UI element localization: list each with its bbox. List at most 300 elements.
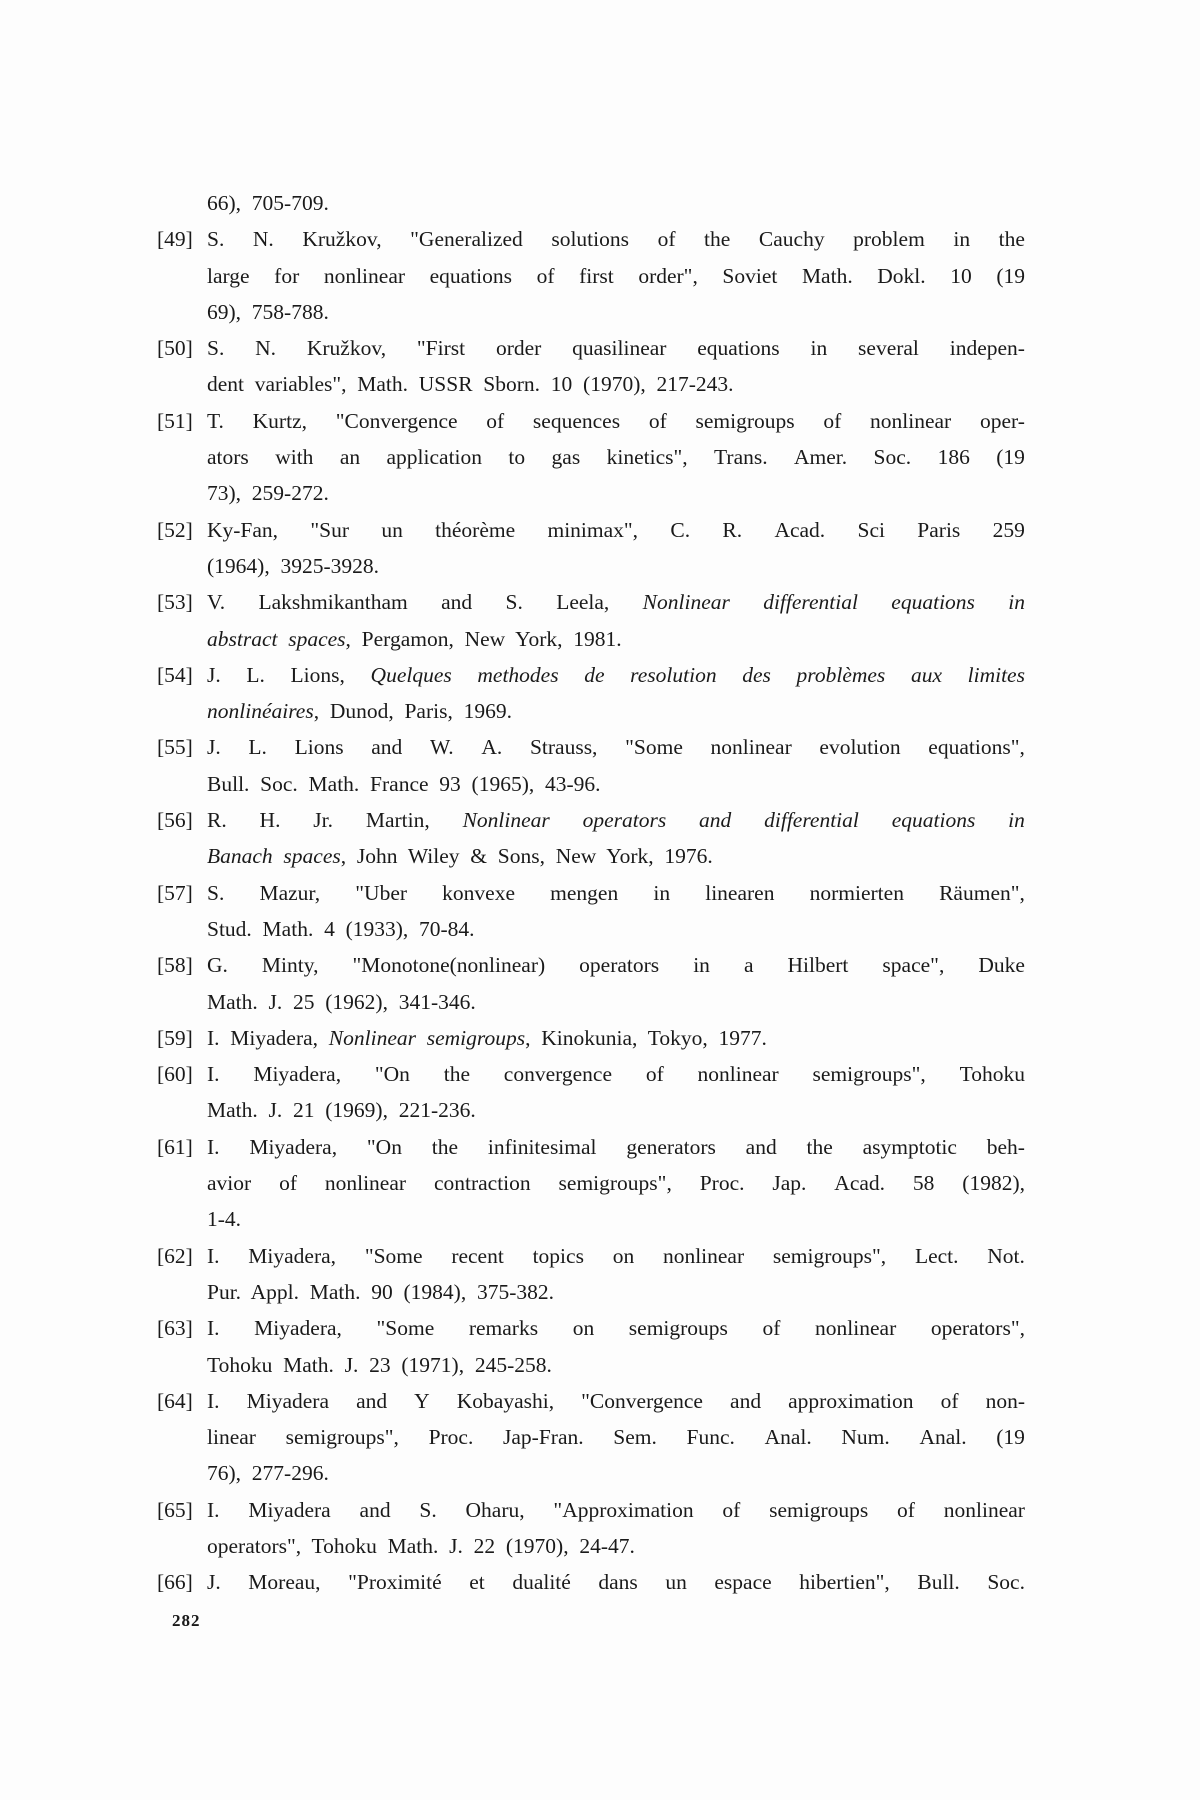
reference-word: Leela, [556, 590, 610, 615]
italic-title-word: in [1008, 590, 1025, 615]
reference-word: Minty, [261, 953, 319, 978]
reference-line [207, 911, 1025, 947]
italic-title: nonlinéaires [207, 699, 314, 724]
reference-word: Moreau, [248, 1570, 321, 1595]
reference-text: I. Miyadera, [207, 1025, 329, 1050]
reference-entry [157, 1492, 1025, 1565]
reference-word: on [572, 1316, 595, 1341]
reference-word: semigroups", [772, 1243, 887, 1268]
reference-line [207, 439, 1025, 475]
reference-line [207, 584, 1025, 620]
reference-word: linear [207, 1425, 256, 1450]
reference-word: Mazur, [259, 880, 321, 905]
reference-line [207, 984, 1025, 1020]
reference-number: [62] [157, 1243, 193, 1268]
reference-word: nonlinear [710, 735, 792, 760]
reference-word: in [810, 336, 828, 361]
reference-word: V. [207, 590, 226, 615]
reference-line [207, 1020, 1025, 1056]
reference-line [207, 1056, 1025, 1092]
reference-number: [56] [157, 808, 193, 833]
reference-word: N. [255, 336, 277, 361]
reference-text: dent variables", Math. USSR Sborn. 10 (1970), 217-243. [207, 372, 734, 397]
reference-entry [157, 584, 1025, 657]
reference-text: , Pergamon, New York, 1981. [345, 626, 622, 651]
reference-line [207, 693, 1025, 729]
italic-title-word: and [699, 808, 732, 833]
reference-word: Lions [294, 735, 344, 760]
reference-text: Tohoku Math. J. 23 (1971), 245-258. [207, 1352, 552, 1377]
reference-text: , John Wiley & Sons, New York, 1976. [340, 844, 713, 869]
reference-word: espace [714, 1570, 772, 1595]
reference-word: several [858, 336, 919, 361]
reference-line [207, 221, 1025, 257]
reference-word: the [443, 1062, 470, 1087]
reference-word: semigroups [769, 1497, 869, 1522]
reference-word: generators [626, 1134, 716, 1159]
reference-line [207, 1455, 1025, 1491]
reference-word: Amer. [794, 445, 848, 470]
reference-number: [60] [157, 1062, 193, 1087]
reference-word: Cauchy [758, 227, 825, 252]
italic-title-word: equations [891, 590, 975, 615]
reference-word: Sem. [613, 1425, 657, 1450]
reference-word: et [469, 1570, 485, 1595]
reference-word: Bull. [917, 1570, 960, 1595]
reference-word: Miyadera, [248, 1243, 337, 1268]
reference-word: Jr. [313, 808, 333, 833]
page-number: 282 [172, 1611, 201, 1630]
reference-line [207, 1165, 1025, 1201]
reference-word: and [730, 1388, 762, 1413]
reference-entry [157, 802, 1025, 875]
reference-word: Strauss, [529, 735, 598, 760]
reference-word: Func. [686, 1425, 735, 1450]
reference-word: equations [697, 336, 780, 361]
reference-word: dualité [512, 1570, 571, 1595]
reference-word: I. [207, 1243, 220, 1268]
italic-title-word: Nonlinear [642, 590, 730, 615]
reference-word: sequences [532, 408, 621, 433]
reference-word: nonlinear [324, 1171, 407, 1196]
reference-line [207, 657, 1025, 693]
reference-word: Lions, [290, 662, 345, 687]
reference-word: nonlinear [815, 1316, 897, 1341]
italic-title-word: Quelques [370, 662, 452, 687]
reference-word: Räumen", [939, 880, 1025, 905]
reference-word: "Uber [355, 880, 408, 905]
reference-line [207, 475, 1025, 511]
reference-word: Anal. [919, 1425, 967, 1450]
reference-word: (19 [996, 263, 1025, 288]
reference-word: L. [248, 735, 267, 760]
reference-word: solutions [551, 227, 629, 252]
reference-word: of [762, 1316, 781, 1341]
reference-word: indepen- [949, 336, 1025, 361]
reference-text: (1964), 3925-3928. [207, 553, 379, 578]
reference-entry [157, 1129, 1025, 1238]
reference-word: of [279, 1171, 297, 1196]
reference-word: "On [374, 1062, 410, 1087]
reference-number: [49] [157, 227, 193, 252]
reference-text: operators", Tohoku Math. J. 22 (1970), 24-47. [207, 1533, 635, 1558]
reference-number: [52] [157, 517, 193, 542]
italic-title-word: des [742, 662, 771, 687]
reference-word: Math. [801, 263, 853, 288]
reference-word: and [371, 735, 403, 760]
reference-word: Anal. [764, 1425, 812, 1450]
reference-word: un [381, 517, 403, 542]
italic-title-word: in [1008, 808, 1025, 833]
reference-number: [54] [157, 662, 193, 687]
reference-text: Pur. Appl. Math. 90 (1984), 375-382. [207, 1279, 554, 1304]
reference-word: Miyadera, [249, 1134, 338, 1159]
italic-title-word: aux [910, 662, 942, 687]
reference-word: with [275, 445, 314, 470]
reference-word: Kurtz, [252, 408, 307, 433]
reference-text: , Kinokunia, Tokyo, 1977. [525, 1025, 767, 1050]
italic-title: Banach spaces [207, 844, 341, 869]
reference-word: and [745, 1134, 777, 1159]
reference-word: for [274, 263, 300, 288]
reference-word: order", [638, 263, 698, 288]
reference-word: recent [451, 1243, 504, 1268]
reference-entry [157, 729, 1025, 802]
reference-word: Not. [987, 1243, 1025, 1268]
reference-word: Hilbert [787, 953, 849, 978]
reference-line [207, 766, 1025, 802]
reference-word: S. [419, 1497, 437, 1522]
reference-word: and [356, 1388, 388, 1413]
reference-word: convergence [503, 1062, 613, 1087]
reference-continuation [157, 185, 1025, 221]
reference-text: 69), 758-788. [207, 299, 329, 324]
reference-text: 76), 277-296. [207, 1461, 329, 1486]
reference-word: Soc. [873, 445, 912, 470]
reference-word: remarks [468, 1316, 539, 1341]
reference-entry [157, 1020, 1025, 1056]
reference-word: J. [207, 735, 221, 760]
reference-text: 1-4. [207, 1207, 242, 1232]
reference-word: I. [207, 1062, 220, 1087]
reference-word: gas [551, 445, 581, 470]
reference-entry [157, 875, 1025, 948]
reference-word: contraction [433, 1171, 531, 1196]
reference-word: I. [207, 1388, 220, 1413]
reference-word: Kružkov, [306, 336, 387, 361]
italic-title-word: methodes [477, 662, 559, 687]
reference-word: G. [207, 953, 228, 978]
reference-word: T. [207, 408, 224, 433]
reference-number: [57] [157, 880, 193, 905]
reference-number: [64] [157, 1388, 193, 1413]
reference-word: ators [207, 445, 249, 470]
reference-word: R. [722, 517, 743, 542]
reference-word: I. [207, 1316, 220, 1341]
reference-line [207, 1274, 1025, 1310]
reference-word: I. [207, 1134, 220, 1159]
reference-word: "Convergence [335, 408, 458, 433]
reference-word: nonlinear [662, 1243, 745, 1268]
reference-line [207, 729, 1025, 765]
reference-word: Oharu, [465, 1497, 525, 1522]
reference-word: semigroups", [812, 1062, 926, 1087]
reference-word: J. [207, 1570, 221, 1595]
reference-word: nonlinear [323, 263, 406, 288]
reference-word: topics [532, 1243, 584, 1268]
reference-line [207, 403, 1025, 439]
reference-line [207, 548, 1025, 584]
reference-text: 73), 259-272. [207, 481, 329, 506]
italic-title-word: de [584, 662, 605, 687]
reference-word: "Convergence [581, 1388, 703, 1413]
reference-word: S. [207, 336, 225, 361]
reference-word: application [386, 445, 483, 470]
reference-word: S. [207, 880, 225, 905]
reference-word: Trans. [714, 445, 768, 470]
reference-entry [157, 1238, 1025, 1311]
reference-line [207, 185, 1025, 221]
reference-word: oper- [979, 408, 1025, 433]
reference-word: and [441, 590, 473, 615]
reference-line [207, 802, 1025, 838]
reference-word: 58 [912, 1171, 935, 1196]
italic-title: Nonlinear semigroups [328, 1025, 526, 1050]
reference-word: operators", [930, 1316, 1025, 1341]
reference-word: S. [505, 590, 523, 615]
reference-word: of [486, 408, 505, 433]
reference-word: Jap-Fran. [503, 1425, 584, 1450]
reference-word: semigroups [695, 408, 795, 433]
reference-word: Tohoku [959, 1062, 1025, 1087]
italic-title-word: differential [763, 590, 858, 615]
italic-title: abstract spaces [207, 626, 346, 651]
reference-word: of [823, 408, 842, 433]
reference-number: [65] [157, 1497, 193, 1522]
reference-line [207, 512, 1025, 548]
reference-number: [55] [157, 735, 193, 760]
reference-word: "Approximation [553, 1497, 694, 1522]
reference-word: Miyadera, [253, 1062, 342, 1087]
reference-line [207, 258, 1025, 294]
reference-word: the [431, 1134, 459, 1159]
reference-word: konvexe [442, 880, 516, 905]
reference-entry [157, 403, 1025, 512]
reference-word: of [897, 1497, 915, 1522]
reference-word: "First [416, 336, 466, 361]
italic-title-word: problèmes [796, 662, 886, 687]
reference-number: [63] [157, 1316, 193, 1341]
reference-line [207, 1383, 1025, 1419]
reference-word: the [704, 227, 731, 252]
reference-word: "Generalized [410, 227, 523, 252]
reference-number: [51] [157, 408, 193, 433]
reference-word: Lakshmikantham [258, 590, 408, 615]
reference-word: beh- [986, 1134, 1025, 1159]
reference-line [207, 1528, 1025, 1564]
reference-word: Kobayashi, [456, 1388, 555, 1413]
reference-word: S. [207, 227, 225, 252]
reference-entry [157, 330, 1025, 403]
reference-line [207, 838, 1025, 874]
italic-title-word: limites [967, 662, 1025, 687]
reference-word: Proc. [428, 1425, 474, 1450]
reference-word: semigroups", [285, 1425, 399, 1450]
italic-title-word: equations [891, 808, 976, 833]
reference-word: Soc. [987, 1570, 1025, 1595]
reference-entry [157, 1056, 1025, 1129]
reference-text: 66), 705-709. [207, 191, 329, 215]
reference-word: A. [481, 735, 503, 760]
reference-word: "Sur [310, 517, 350, 542]
reference-line [207, 1129, 1025, 1165]
italic-title-word: Nonlinear [462, 808, 550, 833]
italic-title-word: resolution [630, 662, 717, 687]
reference-number: [66] [157, 1570, 193, 1595]
reference-word: Miyadera, [254, 1316, 342, 1341]
reference-word: of [657, 227, 676, 252]
reference-text: Math. J. 25 (1962), 341-346. [207, 989, 476, 1014]
reference-word: un [665, 1570, 687, 1595]
reference-word: of [722, 1497, 741, 1522]
reference-line [207, 1492, 1025, 1528]
reference-number: [53] [157, 590, 193, 615]
reference-line [207, 1310, 1025, 1346]
reference-line [207, 875, 1025, 911]
reference-number: [61] [157, 1134, 193, 1159]
reference-word: théorème [435, 517, 516, 542]
reference-word: hibertien", [799, 1570, 890, 1595]
reference-word: the [998, 227, 1025, 252]
reference-word: Miyadera [246, 1388, 329, 1413]
reference-word: in [653, 880, 671, 905]
reference-word: W. [429, 735, 454, 760]
reference-word: mengen [550, 880, 619, 905]
reference-word: "Some [376, 1316, 435, 1341]
reference-word: approximation [788, 1388, 914, 1413]
reference-text: Bull. Soc. Math. France 93 (1965), 43-96. [207, 771, 601, 796]
reference-word: normierten [809, 880, 904, 905]
reference-word: "Some [625, 735, 683, 760]
reference-word: Miyadera [248, 1497, 331, 1522]
reference-word: "Monotone(nonlinear) [352, 953, 546, 978]
reference-word: large [207, 263, 250, 288]
reference-word: operators [579, 953, 660, 978]
reference-word: "Some [364, 1243, 423, 1268]
italic-title-word: differential [764, 808, 859, 833]
reference-word: an [339, 445, 361, 470]
reference-word: kinetics", [606, 445, 688, 470]
reference-word: Acad. [834, 1171, 886, 1196]
reference-word: 186 [937, 445, 970, 470]
reference-word: problem [853, 227, 925, 252]
reference-word: quasilinear [572, 336, 667, 361]
reference-word: Soviet [722, 263, 778, 288]
reference-word: L. [246, 662, 265, 687]
reference-word: in [693, 953, 710, 978]
reference-word: nonlinear [697, 1062, 779, 1087]
reference-word: nonlinear [943, 1497, 1025, 1522]
reference-word: the [806, 1134, 833, 1159]
reference-word: Dokl. [877, 263, 926, 288]
reference-word: equations", [928, 735, 1025, 760]
reference-word: of [648, 408, 667, 433]
reference-word: of [645, 1062, 664, 1087]
reference-line [207, 366, 1025, 402]
reference-word: "Proximité [348, 1570, 442, 1595]
reference-word: "On [366, 1134, 402, 1159]
reference-word: Paris [917, 517, 961, 542]
reference-word: minimax", [547, 517, 639, 542]
reference-word: N. [252, 227, 274, 252]
reference-entry [157, 657, 1025, 730]
reference-word: Num. [841, 1425, 890, 1450]
reference-word: Martin, [365, 808, 430, 833]
reference-word: asymptotic [862, 1134, 957, 1159]
reference-word: 259 [992, 517, 1025, 542]
reference-number: [58] [157, 953, 193, 978]
reference-line [207, 1092, 1025, 1128]
reference-entry [157, 947, 1025, 1020]
reference-word: Jap. [772, 1171, 807, 1196]
reference-entry [157, 221, 1025, 330]
reference-word: Proc. [699, 1171, 745, 1196]
reference-word: linearen [705, 880, 775, 905]
reference-entry [157, 1310, 1025, 1383]
reference-word: Duke [978, 953, 1025, 978]
reference-word: infinitesimal [487, 1134, 597, 1159]
reference-text: Stud. Math. 4 (1933), 70-84. [207, 916, 475, 941]
reference-word: R. [207, 808, 227, 833]
reference-word: to [508, 445, 526, 470]
reference-number: [50] [157, 336, 193, 361]
reference-word: semigroups [628, 1316, 728, 1341]
reference-word: (19 [996, 1425, 1025, 1450]
reference-line [207, 1564, 1025, 1600]
reference-word: semigroups", [558, 1171, 672, 1196]
reference-line [207, 1347, 1025, 1383]
reference-word: first [579, 263, 614, 288]
reference-entry [157, 512, 1025, 585]
italic-title-word: operators [582, 808, 667, 833]
reference-word: in [953, 227, 971, 252]
reference-word: avior [207, 1171, 252, 1196]
reference-word: order [495, 336, 542, 361]
reference-text: Math. J. 21 (1969), 221-236. [207, 1098, 476, 1123]
reference-text: , Dunod, Paris, 1969. [313, 699, 512, 724]
reference-word: nonlinear [870, 408, 952, 433]
reference-word: Acad. [774, 517, 826, 542]
reference-word: Kružkov, [302, 227, 382, 252]
reference-word: equations [429, 263, 513, 288]
reference-word: Lect. [914, 1243, 959, 1268]
reference-word: a [743, 953, 754, 978]
reference-line [207, 330, 1025, 366]
reference-line [207, 1419, 1025, 1455]
reference-word: C. [670, 517, 691, 542]
reference-word: dans [598, 1570, 638, 1595]
reference-entry [157, 1383, 1025, 1492]
reference-word: non- [985, 1388, 1025, 1413]
reference-entry [157, 1564, 1025, 1600]
reference-line [207, 1238, 1025, 1274]
reference-word: Ky-Fan, [207, 517, 279, 542]
reference-word: Y [414, 1388, 430, 1413]
reference-word: J. [207, 662, 221, 687]
reference-word: Sci [857, 517, 885, 542]
reference-word: H. [259, 808, 281, 833]
reference-line [207, 294, 1025, 330]
